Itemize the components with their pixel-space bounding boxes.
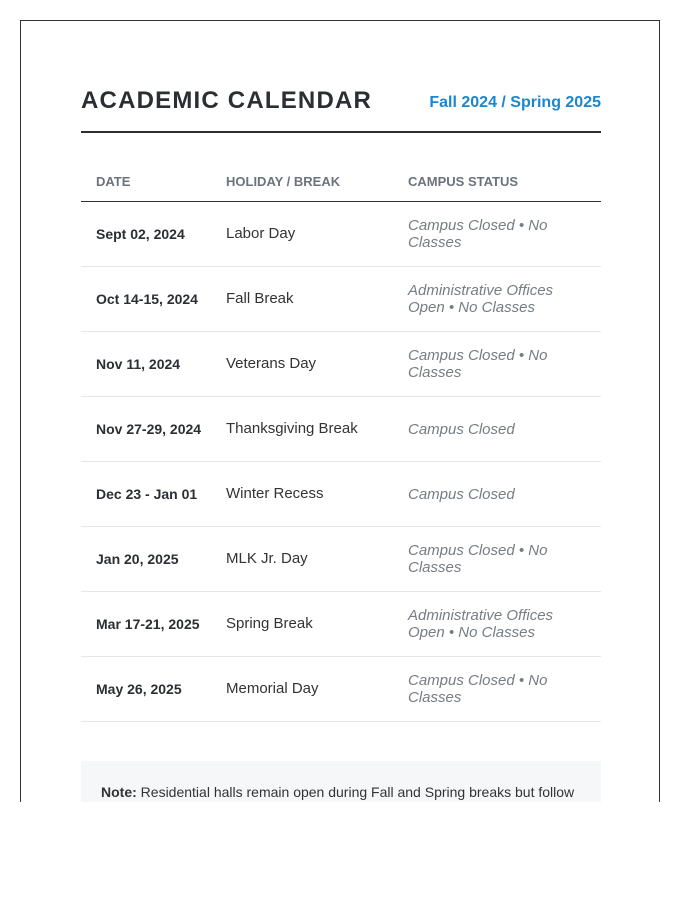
- row-status: Administrative Offices Open • No Classes: [408, 607, 554, 641]
- table-row: [81, 592, 601, 657]
- row-status: Campus Closed: [408, 420, 515, 438]
- calendar-header: [81, 87, 601, 133]
- table-header: [81, 171, 601, 202]
- row-holiday: Winter Recess: [226, 485, 324, 502]
- row-holiday: Fall Break: [226, 290, 294, 307]
- row-status: Campus Closed • No Classes: [408, 217, 548, 251]
- table-row: [81, 332, 601, 397]
- row-holiday: Veterans Day: [226, 355, 317, 372]
- row-status: Campus Closed • No Classes: [408, 542, 548, 576]
- note-label: Note:: [101, 784, 137, 800]
- row-status: Campus Closed • No Classes: [408, 672, 548, 706]
- column-header-status: CAMPUS STATUS: [408, 174, 519, 189]
- table-row: [81, 267, 601, 332]
- row-status: Campus Closed • No Classes: [408, 347, 548, 381]
- table-row: [81, 657, 601, 722]
- residential-note: [81, 761, 601, 802]
- academic-term: Fall 2024 / Spring 2025: [429, 94, 601, 111]
- table-row: [81, 462, 601, 527]
- row-status: Administrative Offices Open • No Classes: [408, 282, 554, 316]
- table-row: [81, 397, 601, 462]
- row-date: May 26, 2025: [96, 680, 182, 697]
- row-holiday: Thanksgiving Break: [226, 420, 358, 437]
- row-date: Nov 27-29, 2024: [96, 420, 202, 437]
- table-row: [81, 202, 601, 267]
- row-date: Sept 02, 2024: [96, 225, 185, 242]
- row-holiday: MLK Jr. Day: [226, 550, 308, 567]
- row-holiday: Labor Day: [226, 225, 296, 242]
- row-date: Mar 17-21, 2025: [96, 615, 200, 632]
- column-header-date: DATE: [96, 174, 131, 189]
- column-header-holiday: HOLIDAY / BREAK: [226, 174, 341, 189]
- row-date: Nov 11, 2024: [96, 355, 181, 372]
- row-holiday: Spring Break: [226, 615, 313, 632]
- row-date: Dec 23 - Jan 01: [96, 485, 198, 502]
- holiday-table: [81, 171, 601, 722]
- row-holiday: Memorial Day: [226, 680, 319, 697]
- calendar-page: [20, 20, 660, 802]
- page-title: ACADEMIC CALENDAR: [81, 87, 373, 114]
- table-row: [81, 527, 601, 592]
- row-date: Jan 20, 2025: [96, 550, 179, 567]
- note-text: Residential halls remain open during Fall and Spring breaks but follow: [140, 784, 575, 800]
- row-status: Campus Closed: [408, 485, 515, 503]
- row-date: Oct 14-15, 2024: [96, 290, 198, 307]
